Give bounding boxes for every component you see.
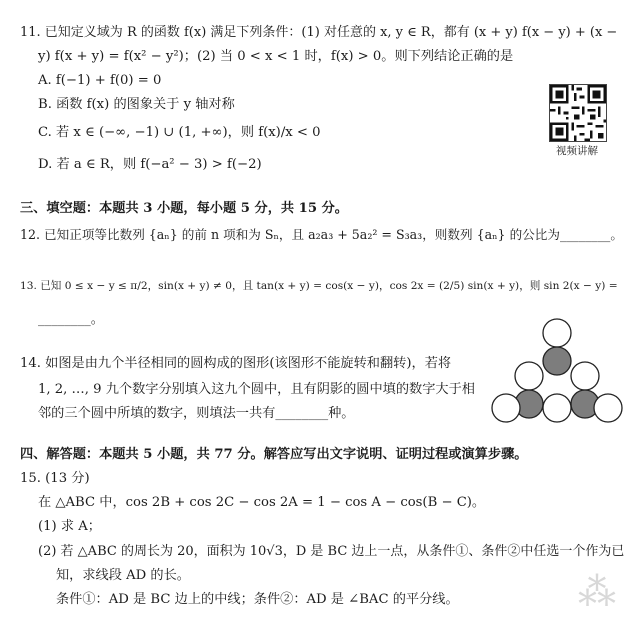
qr-code-icon[interactable] [549, 84, 607, 142]
watermark-stamp: ⁂ [578, 570, 616, 614]
circle-top [543, 319, 571, 347]
q13-line2: ________。 [38, 312, 104, 327]
section4-heading: 四、解答题：本题共 5 小题，共 77 分。解答应写出文字说明、证明过程或演算步骤。 [20, 447, 528, 462]
circle-middle-left [515, 362, 543, 390]
q11-option-c: C. 若 x ∈ (−∞, −1) ∪ (1, +∞)，则 f(x)/x < 0 [38, 125, 321, 140]
q11-line1: 11. 已知定义域为 R 的函数 f(x) 满足下列条件：(1) 对任意的 x, y ∈ R，都有 (x + y) f(x − y) + (x − [20, 25, 618, 40]
q14-line1: 14. 如图是由九个半径相同的圆构成的图形(该图形不能旋转和翻转)，若将 [20, 356, 452, 371]
circle-bottom-far-left [492, 394, 520, 422]
q11-line2: y) f(x + y) = f(x² − y²)；(2) 当 0 < x < 1 时，f(x) > 0。则下列结论正确的是 [38, 49, 514, 64]
q14-line3: 邻的三个圆中所填的数字，则填法一共有________种。 [38, 406, 355, 421]
q14-line2: 1, 2, …, 9 九个数字分别填入这九个圆中，且有阴影的圆中填的数字大于相 [38, 382, 475, 397]
qr-caption: 视频讲解 [556, 145, 598, 157]
q15-number: 15. (13 分) [20, 471, 90, 486]
section3-heading: 三、填空题：本题共 3 小题，每小题 5 分，共 15 分。 [20, 201, 348, 216]
q15-stem: 在 △ABC 中，cos 2B + cos 2C − cos 2A = 1 − cos A − cos(B − C)。 [38, 495, 486, 510]
q12-text: 12. 已知正项等比数列 {aₙ} 的前 n 项和为 Sₙ，且 a₂a₃ + 5a₂² = S₃a₃，则数列 {aₙ} 的公比为________。 [20, 227, 623, 242]
q15-part2-line2: 知，求线段 AD 的长。 [56, 568, 190, 583]
q15-conditions: 条件①：AD 是 BC 边上的中线；条件②：AD 是 ∠BAC 的平分线。 [56, 592, 459, 607]
circle-bottom-far-right [594, 394, 622, 422]
nine-circle-figure [491, 316, 623, 428]
q11-option-a: A. f(−1) + f(0) = 0 [38, 73, 162, 88]
circle-bottom-center [543, 394, 571, 422]
q15-part1: (1) 求 A； [38, 519, 101, 534]
q11-option-d: D. 若 a ∈ R，则 f(−a² − 3) > f(−2) [38, 157, 262, 172]
q13-line1: 13. 已知 0 ≤ x − y ≤ π/2，sin(x + y) ≠ 0，且 tan(x + y) = cos(x − y)，cos 2x = (2/5) sin(x + y)，则 sin 2(x − y) = [20, 280, 618, 292]
q11-option-b: B. 函数 f(x) 的图象关于 y 轴对称 [38, 97, 235, 112]
circle-shaded-middle-top [543, 347, 571, 375]
q15-part2-line1: (2) 若 △ABC 的周长为 20，面积为 10√3，D 是 BC 边上一点，从条件①、条件②中任选一个作为已 [38, 544, 625, 559]
circle-middle-right [571, 362, 599, 390]
